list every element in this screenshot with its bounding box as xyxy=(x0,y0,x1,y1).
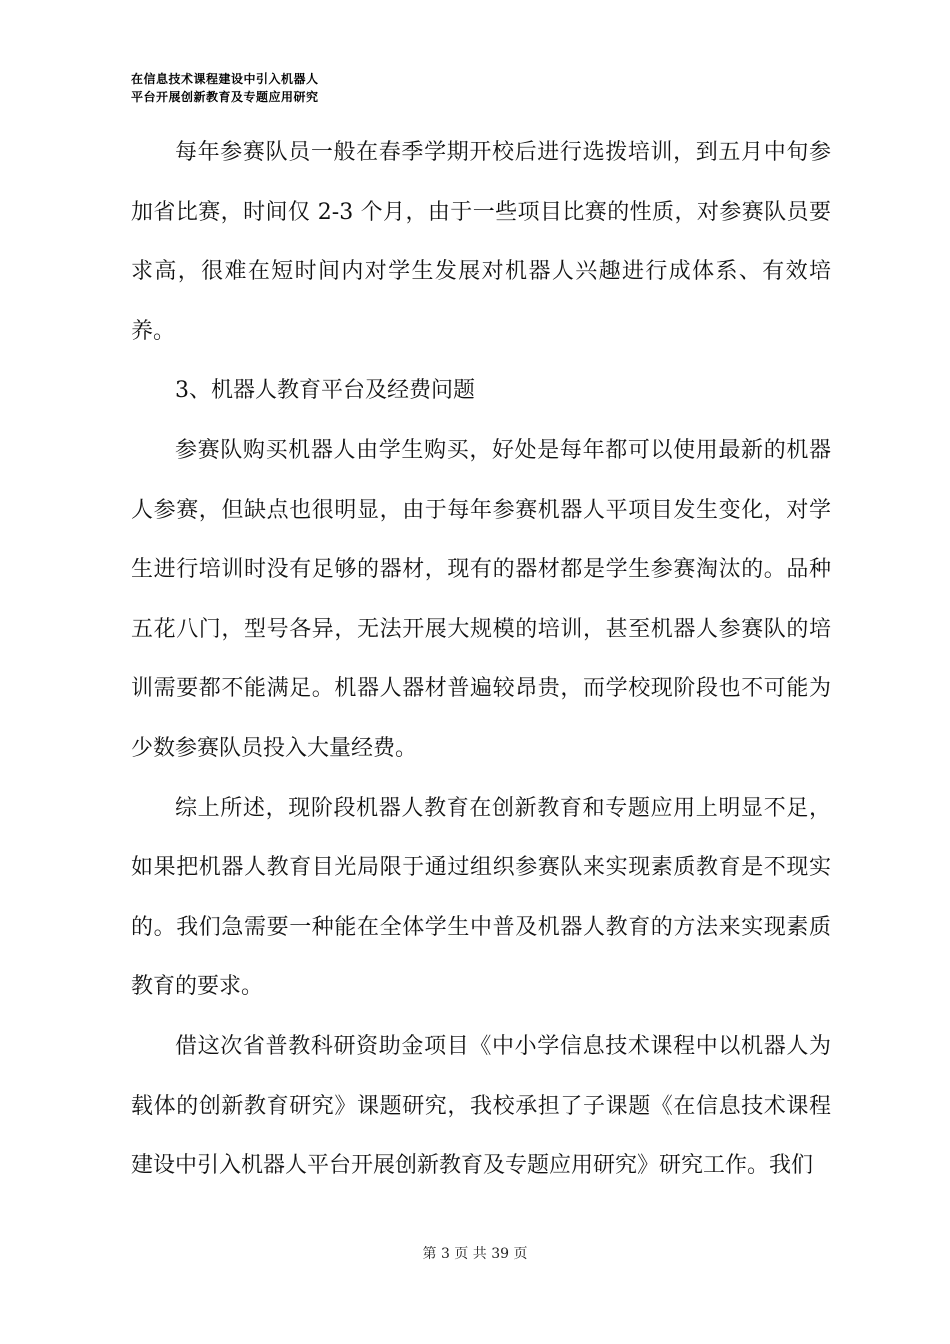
paragraph: 参赛队购买机器人由学生购买，好处是每年都可以使用最新的机器人参赛，但缺点也很明显，由于每年参赛机器人平项目发生变化，对学生进行培训时没有足够的器材，现有的器材都是学生参赛淘汰的。品种五花八门，型号各异，无法开展大规模的培训，甚至机器人参赛队的培训需要都不能满足。机器人器材普遍较昂贵，而学校现阶段也不可能为少数参赛队员投入大量经费。 xyxy=(131,437,831,761)
paragraph: 借这次省普教科研资助金项目《中小学信息技术课程中以机器人为载体的创新教育研究》课题研究，我校承担了子课题《在信息技术课程建设中引入机器人平台开展创新教育及专题应用研究》研究工作。我们 xyxy=(131,1033,831,1179)
document-body xyxy=(131,123,831,1196)
section-heading: 3、机器人教育平台及经费问题 xyxy=(175,378,475,404)
header-line-2: 平台开展创新教育及专题应用研究 xyxy=(131,90,319,104)
page-number-footer: 第 3 页 共 39 页 xyxy=(422,1246,528,1262)
running-header xyxy=(131,70,319,106)
header-line-1: 在信息技术课程建设中引入机器人 xyxy=(131,72,319,86)
paragraph: 每年参赛队员一般在春季学期开校后进行选拨培训，到五月中旬参加省比赛，时间仅 2-3 个月，由于一些项目比赛的性质，对参赛队员要求高，很难在短时间内对学生发展对机器人兴趣进行成体系、有效培养。 xyxy=(131,140,831,344)
paragraph: 综上所述，现阶段机器人教育在创新教育和专题应用上明显不足，如果把机器人教育目光局限于通过组织参赛队来实现素质教育是不现实的。我们急需要一种能在全体学生中普及机器人教育的方法来实现素质教育的要求。 xyxy=(131,795,831,1000)
